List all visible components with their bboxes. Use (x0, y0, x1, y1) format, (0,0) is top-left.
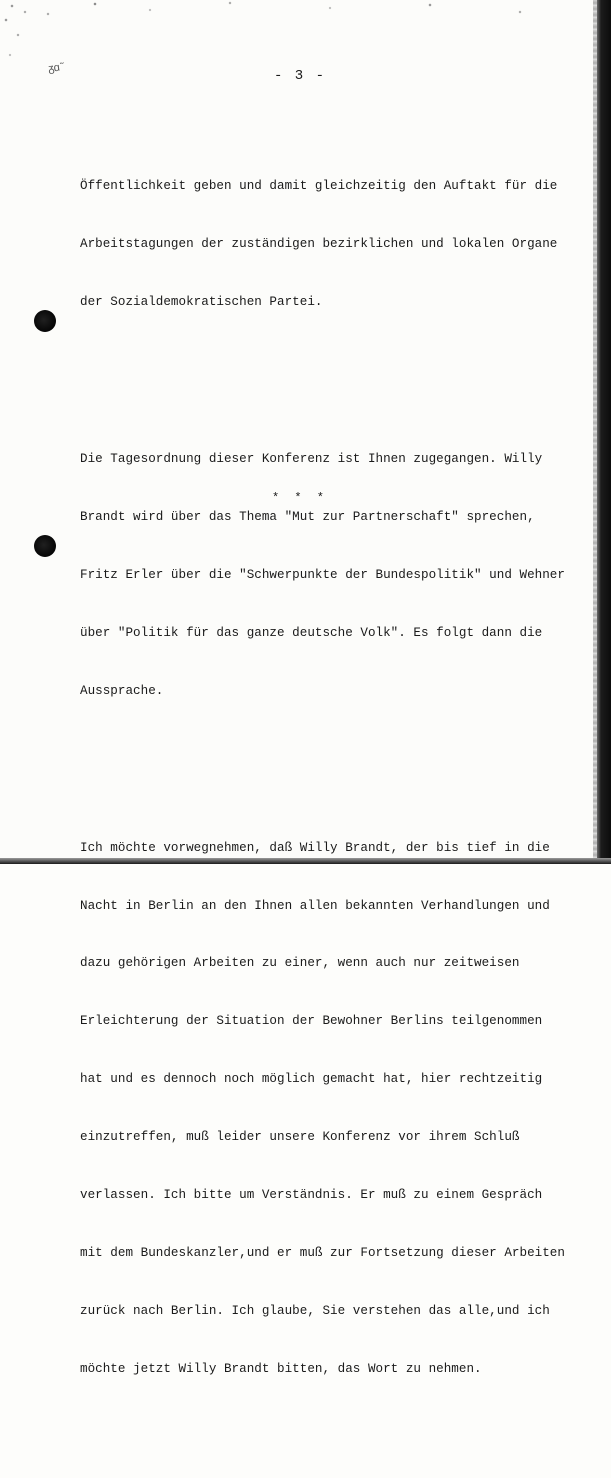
text-line: Öffentlichkeit geben und damit gleichzeitig den Auftakt für die (80, 179, 558, 194)
section-separator: * * * (271, 491, 328, 505)
handwritten-margin-mark: ᵹɑ˜ (47, 61, 66, 77)
text-line: hat und es dennoch noch möglich gemacht hat, hier rechtzeitig (80, 1072, 543, 1087)
body-text (80, 100, 580, 1478)
text-line: Fritz Erler über die "Schwerpunkte der Bundespolitik" und Wehner (80, 567, 565, 582)
text-line: zurück nach Berlin. Ich glaube, Sie verstehen das alle,und ich (80, 1303, 550, 1318)
text-line: der Sozialdemokratischen Partei. (80, 294, 323, 309)
page-number: - 3 - (273, 68, 326, 84)
text-line: dazu gehörigen Arbeiten zu einer, wenn auch nur zeitweisen (80, 956, 520, 971)
text-line: Erleichterung der Situation der Bewohner Berlins teilgenommen (80, 1014, 543, 1029)
punch-hole-upper (34, 310, 56, 332)
scan-edge-right (597, 0, 611, 864)
text-line: Ich möchte vorwegnehmen, daß Willy Brandt, der bis tief in die (80, 840, 550, 855)
paragraph-2 (80, 411, 580, 739)
text-line: einzutreffen, muß leider unsere Konferenz vor ihrem Schluß (80, 1130, 520, 1145)
text-line: Nacht in Berlin an den Ihnen allen bekannten Verhandlungen und (80, 898, 550, 913)
paragraph-1 (80, 139, 580, 351)
paragraph-3 (80, 800, 580, 1418)
text-line: mit dem Bundeskanzler,und er muß zur Fortsetzung dieser Arbeiten (80, 1245, 565, 1260)
text-line: verlassen. Ich bitte um Verständnis. Er muß zu einem Gespräch (80, 1188, 543, 1203)
text-line: Aussprache. (80, 683, 164, 698)
text-line: Die Tagesordnung dieser Konferenz ist Ihnen zugegangen. Willy (80, 452, 543, 467)
text-line: möchte jetzt Willy Brandt bitten, das Wort zu nehmen. (80, 1361, 482, 1376)
scan-noise-top (0, 0, 611, 26)
text-line: über "Politik für das ganze deutsche Volk". Es folgt dann die (80, 625, 543, 640)
text-line: Brandt wird über das Thema "Mut zur Partnerschaft" sprechen, (80, 509, 535, 524)
punch-hole-lower (34, 535, 56, 557)
text-line: Arbeitstagungen der zuständigen bezirklichen und lokalen Organe (80, 237, 558, 252)
